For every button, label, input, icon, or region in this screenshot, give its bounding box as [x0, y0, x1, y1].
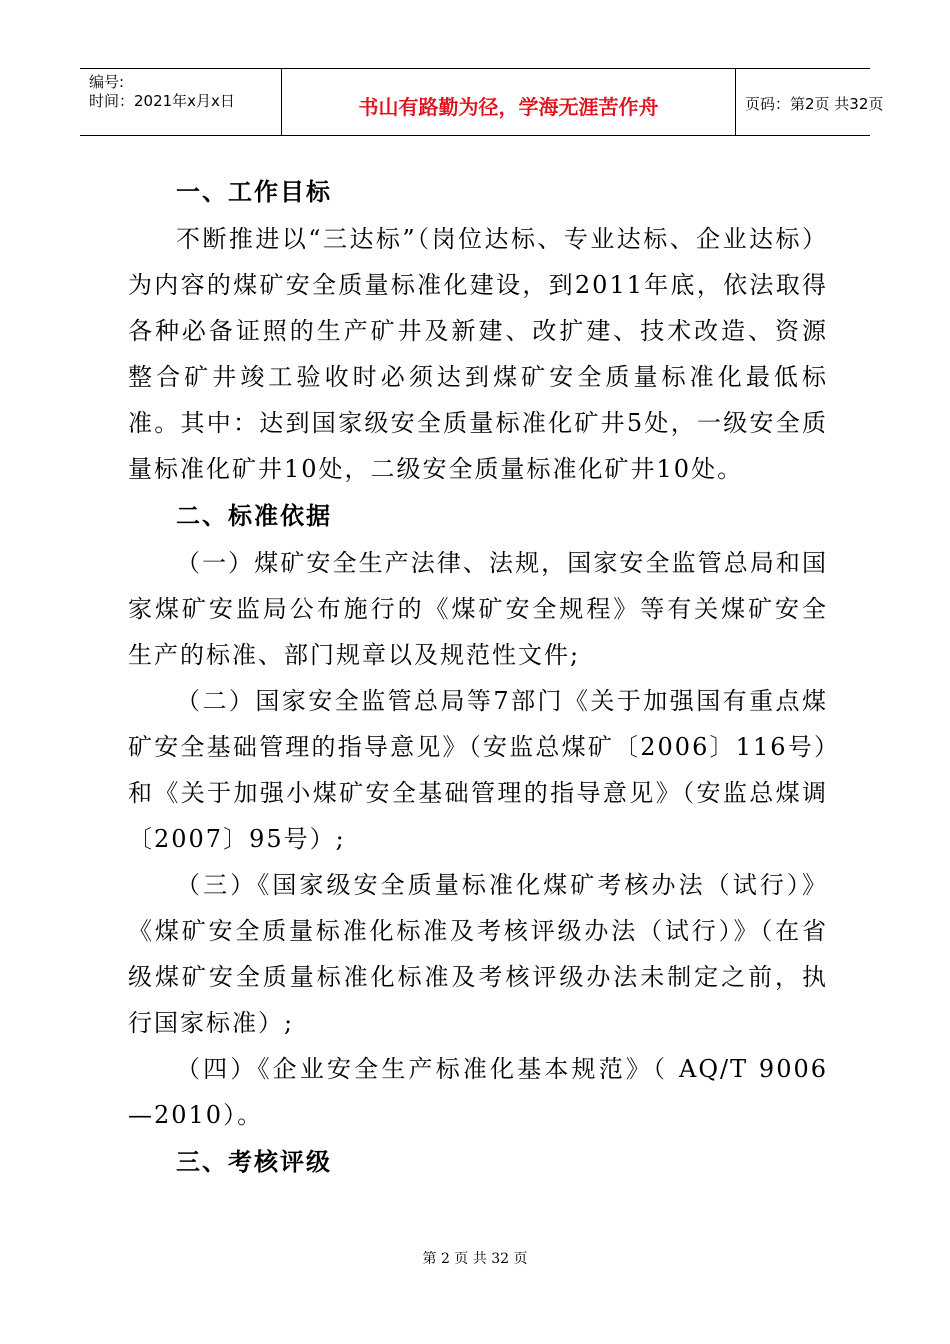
section-heading-assessment: 三、考核评级 — [176, 1147, 332, 1176]
document-date-label: 时间：2021年x月x日 — [89, 92, 235, 110]
document-number-label: 编号: — [89, 73, 125, 91]
paragraph-basis-1: （一）煤矿安全生产法律、法规，国家安全监管总局和国家煤矿安监局公布施行的《煤矿安全规程》等有关煤矿安全生产的标准、部门规章以及规范性文件; — [128, 549, 828, 669]
paragraph-basis-2: （二）国家安全监管总局等7部门《关于加强国有重点煤矿安全基础管理的指导意见》（安监总煤矿〔2006〕116号）和《关于加强小煤矿安全基础管理的指导意见》（安监总煤调〔2007〕95号）; — [128, 687, 828, 853]
page-footer: 第 2 页 共 32 页 — [422, 1251, 528, 1267]
document-body — [128, 168, 828, 1186]
header-page-code: 页码：第2页 共32页 — [745, 95, 884, 113]
header-motto: 书山有路勤为径，学海无涯苦作舟 — [358, 95, 659, 119]
header-motto-cell — [282, 69, 736, 135]
header-info-cell — [80, 69, 282, 135]
paragraph-basis-3: （三）《国家级安全质量标准化煤矿考核办法（试行）》《煤矿安全质量标准化标准及考核评级办法（试行）》（在省级煤矿安全质量标准化标准及考核评级办法未制定之前，执行国家标准）; — [128, 871, 828, 1037]
paragraph-goals: 不断推进以“三达标”（岗位达标、专业达标、企业达标）为内容的煤矿安全质量标准化建设，到2011年底，依法取得各种必备证照的生产矿井及新建、改扩建、技术改造、资源整合矿井竣工验收时必须达到煤矿安全质量标准化最低标准。其中：达到国家级安全质量标准化矿井5处，一级安全质量标准化矿井10处，二级安全质量标准化矿井10处。 — [128, 225, 828, 483]
paragraph-basis-4: （四）《企业安全生产标准化基本规范》（ AQ/T 9006—2010）。 — [128, 1055, 828, 1129]
header-page-cell — [736, 69, 884, 135]
section-heading-basis: 二、标准依据 — [176, 501, 332, 530]
section-heading-goals: 一、工作目标 — [176, 177, 332, 206]
header-table — [80, 68, 884, 136]
